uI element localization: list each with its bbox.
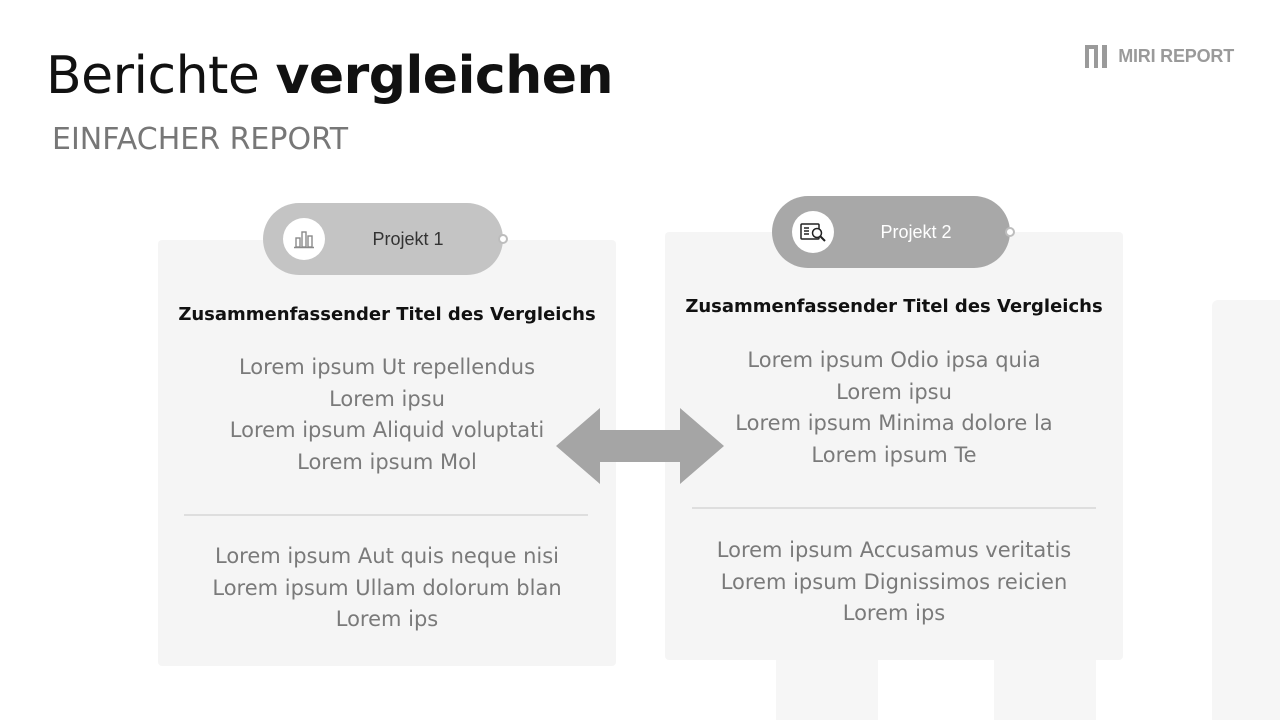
project-2-card bbox=[665, 232, 1123, 660]
title-regular: Berichte bbox=[46, 46, 260, 106]
text-line: Lorem ipsu bbox=[836, 379, 952, 404]
card-divider bbox=[184, 514, 588, 516]
card-top-lines bbox=[665, 345, 1123, 471]
text-line: Lorem ips bbox=[335, 607, 439, 631]
pill-label: Projekt 1 bbox=[372, 229, 444, 249]
card-bottom-lines bbox=[158, 541, 616, 636]
text-line: Lorem ips bbox=[842, 601, 946, 625]
project-1-pill bbox=[263, 203, 503, 275]
text-line: Lorem ipsum Aut quis neque nisi bbox=[214, 544, 559, 568]
text-line: Lorem ipsum Odio ipsa quia bbox=[747, 348, 1041, 372]
text-line: Lorem ipsum Mol bbox=[297, 449, 477, 474]
text-line: Lorem ipsum Ut repellendus bbox=[238, 355, 536, 379]
card-divider bbox=[692, 507, 1096, 509]
logo-text: MIRI REPORT bbox=[1118, 45, 1234, 66]
page-subtitle: EINFACHER REPORT bbox=[52, 122, 349, 157]
background-bar bbox=[1212, 300, 1280, 720]
card-top-lines bbox=[158, 352, 616, 478]
text-line: Lorem ipsum Te bbox=[811, 442, 977, 467]
pill-label: Projekt 2 bbox=[880, 222, 952, 242]
text-line: Lorem ipsum Ullam dolorum blan bbox=[212, 575, 562, 600]
text-line: Lorem ipsum Minima dolore la bbox=[735, 411, 1053, 435]
pill-connector-dot bbox=[1005, 227, 1015, 237]
card-title: Zusammenfassender Titel des Vergleichs bbox=[178, 304, 596, 325]
report-search-icon bbox=[798, 220, 828, 244]
text-line: Lorem ipsum Dignissimos reicien bbox=[720, 569, 1068, 594]
card-title: Zusammenfassender Titel des Vergleichs bbox=[685, 296, 1103, 317]
brand-logo bbox=[1084, 44, 1234, 68]
text-line: Lorem ipsum Accusamus veritatis bbox=[716, 538, 1072, 562]
bracket-logo-icon bbox=[1084, 44, 1112, 68]
text-line: Lorem ipsu bbox=[329, 386, 445, 411]
pill-icon-circle bbox=[283, 218, 325, 260]
bar-chart-icon bbox=[292, 227, 316, 251]
double-arrow-icon bbox=[556, 408, 724, 484]
text-line: Lorem ipsum Aliquid voluptati bbox=[229, 418, 545, 442]
card-bottom-lines bbox=[665, 535, 1123, 630]
page-title bbox=[46, 46, 613, 106]
project-2-pill bbox=[772, 196, 1010, 268]
title-bold: vergleichen bbox=[275, 46, 614, 106]
pill-icon-circle bbox=[792, 211, 834, 253]
project-1-card bbox=[158, 240, 616, 666]
pill-connector-dot bbox=[498, 234, 508, 244]
